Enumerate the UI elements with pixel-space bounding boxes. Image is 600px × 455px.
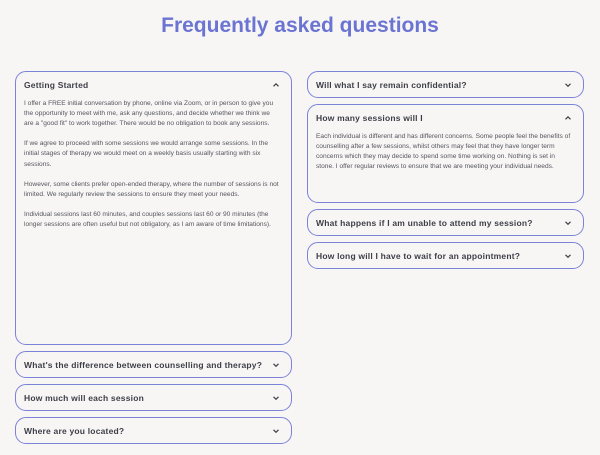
faq-question-label: Where are you located? (24, 426, 125, 436)
faq-question-unable-to-attend[interactable] (308, 210, 583, 236)
faq-question-label: What happens if I am unable to attend my session? (316, 218, 533, 228)
faq-answer-paragraph: I offer a FREE initial conversation by phone, online via Zoom, or in person to give you the opportunity to meet with me, ask any questions, and decide whether we think we are a "good fit" to work together. There would be no obligation to book any sessions. (24, 100, 274, 128)
chevron-down-icon (563, 218, 573, 228)
faq-question-label: How many sessions will I (316, 113, 423, 123)
faq-item-wait-time[interactable] (307, 242, 584, 269)
chevron-up-icon (271, 80, 281, 90)
faq-item-counselling-vs-therapy[interactable] (15, 351, 292, 378)
page-title: Frequently asked questions (161, 14, 439, 37)
faq-item-session-cost[interactable] (15, 384, 292, 411)
faq-answer-paragraph: Individual sessions last 60 minutes, and couples sessions last 60 or 90 minutes (the longer sessions are often useful but not obligatory, as I am aware of time limitations). (24, 211, 271, 229)
chevron-down-icon (563, 80, 573, 90)
faq-answer-getting-started (24, 99, 281, 240)
faq-question-how-many-sessions[interactable] (308, 105, 583, 131)
faq-answer-paragraph: However, some clients prefer open-ended therapy, where the number of sessions is not limited. We regularly review the sessions to ensure they meet your needs. (24, 180, 279, 198)
faq-question-label: What's the difference between counselling and therapy? (24, 360, 263, 370)
faq-question-wait-time[interactable] (308, 243, 583, 269)
chevron-up-icon (563, 113, 573, 123)
faq-question-label: Will what I say remain confidential? (316, 80, 467, 90)
faq-question-counselling-vs-therapy[interactable] (16, 352, 291, 378)
faq-question-label: How long will I have to wait for an appointment? (316, 251, 521, 261)
faq-answer-how-many-sessions (316, 132, 573, 182)
faq-answer-paragraph: Each individual is different and has different concerns. Some people feel the benefits of counselling after a few sessions, whilst others may feel that they have longer term concerns which they may decide to spend some time working on. Nothing is set in stone. I offer regular reviews to ensure that we are meeting your individual needs. (316, 133, 571, 171)
chevron-down-icon (271, 426, 281, 436)
faq-question-location[interactable] (16, 418, 291, 444)
faq-question-confidential[interactable] (308, 72, 583, 98)
faq-item-getting-started (15, 71, 292, 345)
faq-question-getting-started[interactable] (16, 72, 291, 98)
chevron-down-icon (271, 393, 281, 403)
faq-item-how-many-sessions (307, 104, 584, 203)
faq-answer-paragraph: If we agree to proceed with some sessions we would arrange some sessions. In the initial stages of therapy we would meet on a weekly basis usually starting with six sessions. (24, 140, 269, 168)
faq-item-unable-to-attend[interactable] (307, 209, 584, 236)
faq-question-session-cost[interactable] (16, 385, 291, 411)
faq-item-confidential[interactable] (307, 71, 584, 98)
faq-item-location[interactable] (15, 417, 292, 444)
chevron-down-icon (563, 251, 573, 261)
faq-question-label: Getting Started (24, 80, 89, 90)
chevron-down-icon (271, 360, 281, 370)
faq-question-label: How much will each session (24, 393, 144, 403)
